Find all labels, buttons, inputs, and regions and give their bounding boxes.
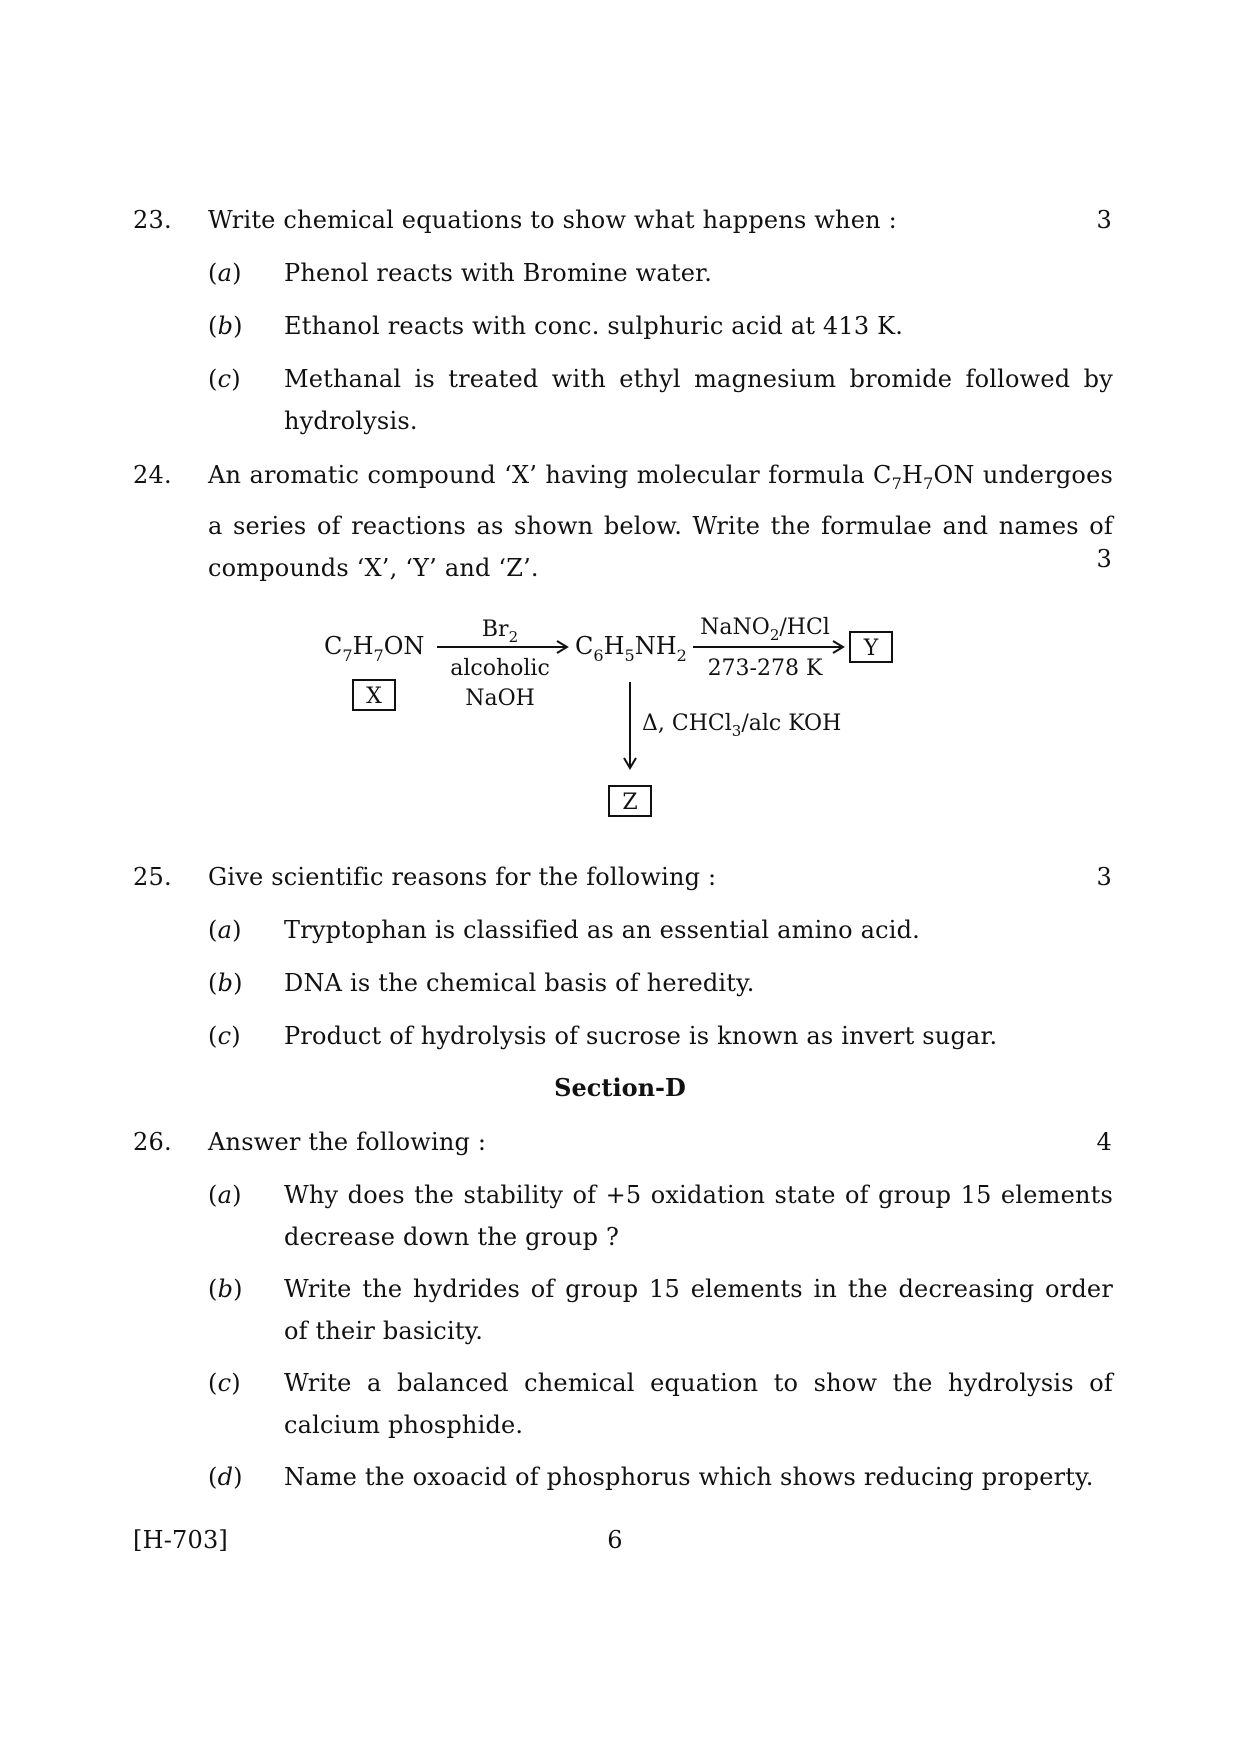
part-text: Tryptophan is classified as an essential amino acid. <box>284 916 920 944</box>
question-text: Give scientific reasons for the following : <box>208 863 717 891</box>
page-number: 6 <box>607 1526 623 1554</box>
box-y-label: Y <box>863 636 879 661</box>
question-marks: 3 <box>1096 206 1112 234</box>
part-label: (c) <box>208 1022 241 1050</box>
reagent-1-bottom-1: alcoholic <box>450 656 550 681</box>
aniline-compound: $C_6H_5NH_2$ <box>575 632 687 665</box>
part-label: (d) <box>208 1463 243 1491</box>
question-text: Answer the following : <box>208 1128 487 1156</box>
reagent-2-bottom: 273-278 K <box>707 656 823 681</box>
question-text: Write chemical equations to show what happens when : <box>208 206 897 234</box>
reagent-1-bottom-2: NaOH <box>465 686 535 711</box>
question-number: 24. <box>133 461 172 489</box>
part-label: (c) <box>208 1369 241 1397</box>
part-text: Methanal is treated with ethyl magnesium bromide followed by hydrolysis. <box>284 365 1113 435</box>
part-text: Write a balanced chemical equation to show the hydrolysis of calcium phosphide. <box>284 1369 1113 1439</box>
question-number: 23. <box>133 206 172 234</box>
part-text: DNA is the chemical basis of heredity. <box>284 969 755 997</box>
box-z-label: Z <box>622 790 638 815</box>
reaction-scheme <box>300 600 920 830</box>
part-label: (a) <box>208 916 242 944</box>
part-label: (b) <box>208 969 243 997</box>
start-compound: $C_7H_7ON$ <box>324 632 425 665</box>
part-label: (b) <box>208 1275 243 1303</box>
part-label: (c) <box>208 365 241 393</box>
paper-code: [H-703] <box>133 1526 228 1554</box>
section-heading: Section-D <box>554 1073 686 1102</box>
box-x-label: X <box>366 684 382 709</box>
part-text: Why does the stability of +5 oxidation state of group 15 elements decrease down the group ? <box>284 1181 1113 1251</box>
part-text: Name the oxoacid of phosphorus which shows reducing property. <box>284 1463 1094 1491</box>
question-text: An aromatic compound ‘X’ having molecular formula $C_7H_7ON$ undergoes a series of reactions as shown below. Write the formulae and names of compounds ‘X’, ‘Y’ and ‘Z’. <box>208 461 1113 582</box>
question-marks: 4 <box>1096 1128 1112 1156</box>
reagent-1-top: $Br_2$ <box>481 617 519 646</box>
part-text: Product of hydrolysis of sucrose is known as invert sugar. <box>284 1022 998 1050</box>
reagent-2-top: NaNO$_2$/HCl <box>700 615 830 644</box>
part-label: (a) <box>208 259 242 287</box>
part-label: (b) <box>208 312 243 340</box>
question-number: 25. <box>133 863 172 891</box>
part-text: Phenol reacts with Bromine water. <box>284 259 713 287</box>
question-number: 26. <box>133 1128 172 1156</box>
reagent-3: Δ, CHCl$_3$/alc KOH <box>642 711 842 740</box>
question-marks: 3 <box>1096 545 1112 573</box>
question-marks: 3 <box>1096 863 1112 891</box>
part-text: Write the hydrides of group 15 elements in the decreasing order of their basicity. <box>284 1275 1113 1345</box>
part-label: (a) <box>208 1181 242 1209</box>
part-text: Ethanol reacts with conc. sulphuric acid at 413 K. <box>284 312 904 340</box>
